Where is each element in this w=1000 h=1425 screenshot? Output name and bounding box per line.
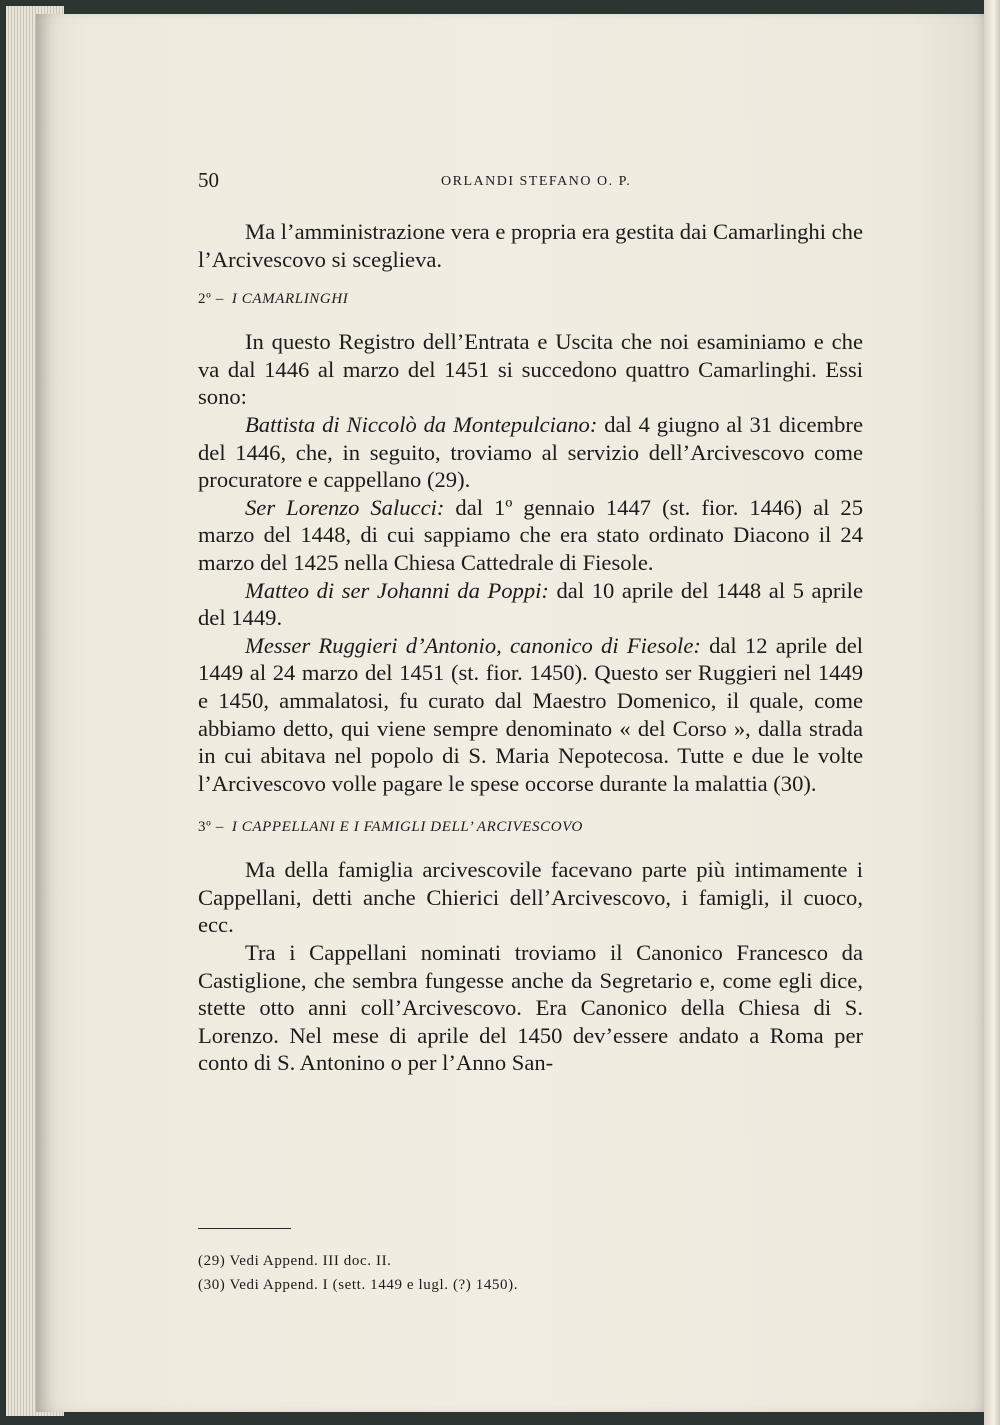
person-name: Messer Ruggieri d’Antonio, canonico di Fiesole: xyxy=(245,632,701,658)
footnote-rule xyxy=(198,1228,291,1229)
section-number: 3º – xyxy=(198,819,224,836)
paragraph-text: dal 12 aprile del 1449 al 24 marzo del 1451 (st. fior. 1450). Questo ser Ruggieri nel 1449 e 1450, ammalatosi, fu curato dal Maestro Domenico, il quale, come abbiamo detto, qui viene sempre denominato « del Corso », dalla strada in cui abitava nel popolo di S. Maria Nepotecosa. Tutte e due le volte l’Arcivescovo volle pagare le spese occorse durante la malattia (30). xyxy=(198,632,863,796)
running-head xyxy=(198,160,863,200)
paragraph xyxy=(198,632,863,798)
paragraph xyxy=(198,494,863,577)
footnote: (29) Vedi Append. III doc. II. xyxy=(198,1253,392,1269)
main-text xyxy=(198,160,863,1077)
paragraph-text: dal 4 giugno al 31 dicembre del 1446, che, in seguito, troviamo al servizio dell’Arcivescovo come procuratore e cappellano (29). xyxy=(198,411,863,493)
person-name: Battista di Niccolò da Montepulciano: xyxy=(245,411,598,437)
section-heading-cappellani xyxy=(198,819,863,836)
page-number: 50 xyxy=(198,168,219,192)
person-name: Matteo di ser Johanni da Poppi: xyxy=(245,577,549,603)
section-title: I CAPPELLANI E I FAMIGLI DELL’ ARCIVESCOVO xyxy=(231,819,583,836)
section-title: I CAMARLINGHI xyxy=(231,291,349,308)
intro-paragraph: Ma l’amministrazione vera e propria era gestita dai Camarlinghi che l’Arcivescovo si sceglieva. xyxy=(198,219,863,272)
running-title: ORLANDI STEFANO O. P. xyxy=(441,174,632,189)
paragraph: Tra i Cappellani nominati troviamo il Canonico Francesco da Castiglione, che sembra fungesse anche da Segretario e, come egli dice, stette otto anni coll’Arcivescovo. Era Canonico della Chiesa di S. Lorenzo. Nel mese di aprile del 1450 dev’essere andato a Roma per conto di S. Antonino o per l’Anno San- xyxy=(198,940,863,1076)
person-name: Ser Lorenzo Salucci: xyxy=(245,494,445,520)
paragraph: In questo Registro dell’Entrata e Uscita che noi esaminiamo e che va dal 1446 al marzo del 1451 si succedono quattro Camarlinghi. Essi sono: xyxy=(198,329,863,410)
paragraph-text: dal 1º gennaio 1447 (st. fior. 1446) al 25 marzo del 1448, di cui sappiamo che era stato ordinato Diacono il 24 marzo del 1425 nella Chiesa Cattedrale di Fiesole. xyxy=(198,494,864,575)
cover-edge xyxy=(984,0,1000,1425)
paragraph xyxy=(198,411,863,494)
section-number: 2º – xyxy=(198,291,224,308)
section-heading-camarlinghi xyxy=(198,291,863,308)
paragraph: Ma della famiglia arcivescovile facevano parte più intimamente i Cappellani, detti anche Chierici dell’Arcivescovo, i famigli, il cuoco, ecc. xyxy=(198,857,863,938)
footnotes xyxy=(198,1228,863,1297)
paragraph-text: dal 10 aprile del 1448 al 5 aprile del 1449. xyxy=(198,577,863,631)
footnote: (30) Vedi Append. I (sett. 1449 e lugl. (?) 1450). xyxy=(198,1277,519,1293)
paragraph xyxy=(198,577,863,632)
